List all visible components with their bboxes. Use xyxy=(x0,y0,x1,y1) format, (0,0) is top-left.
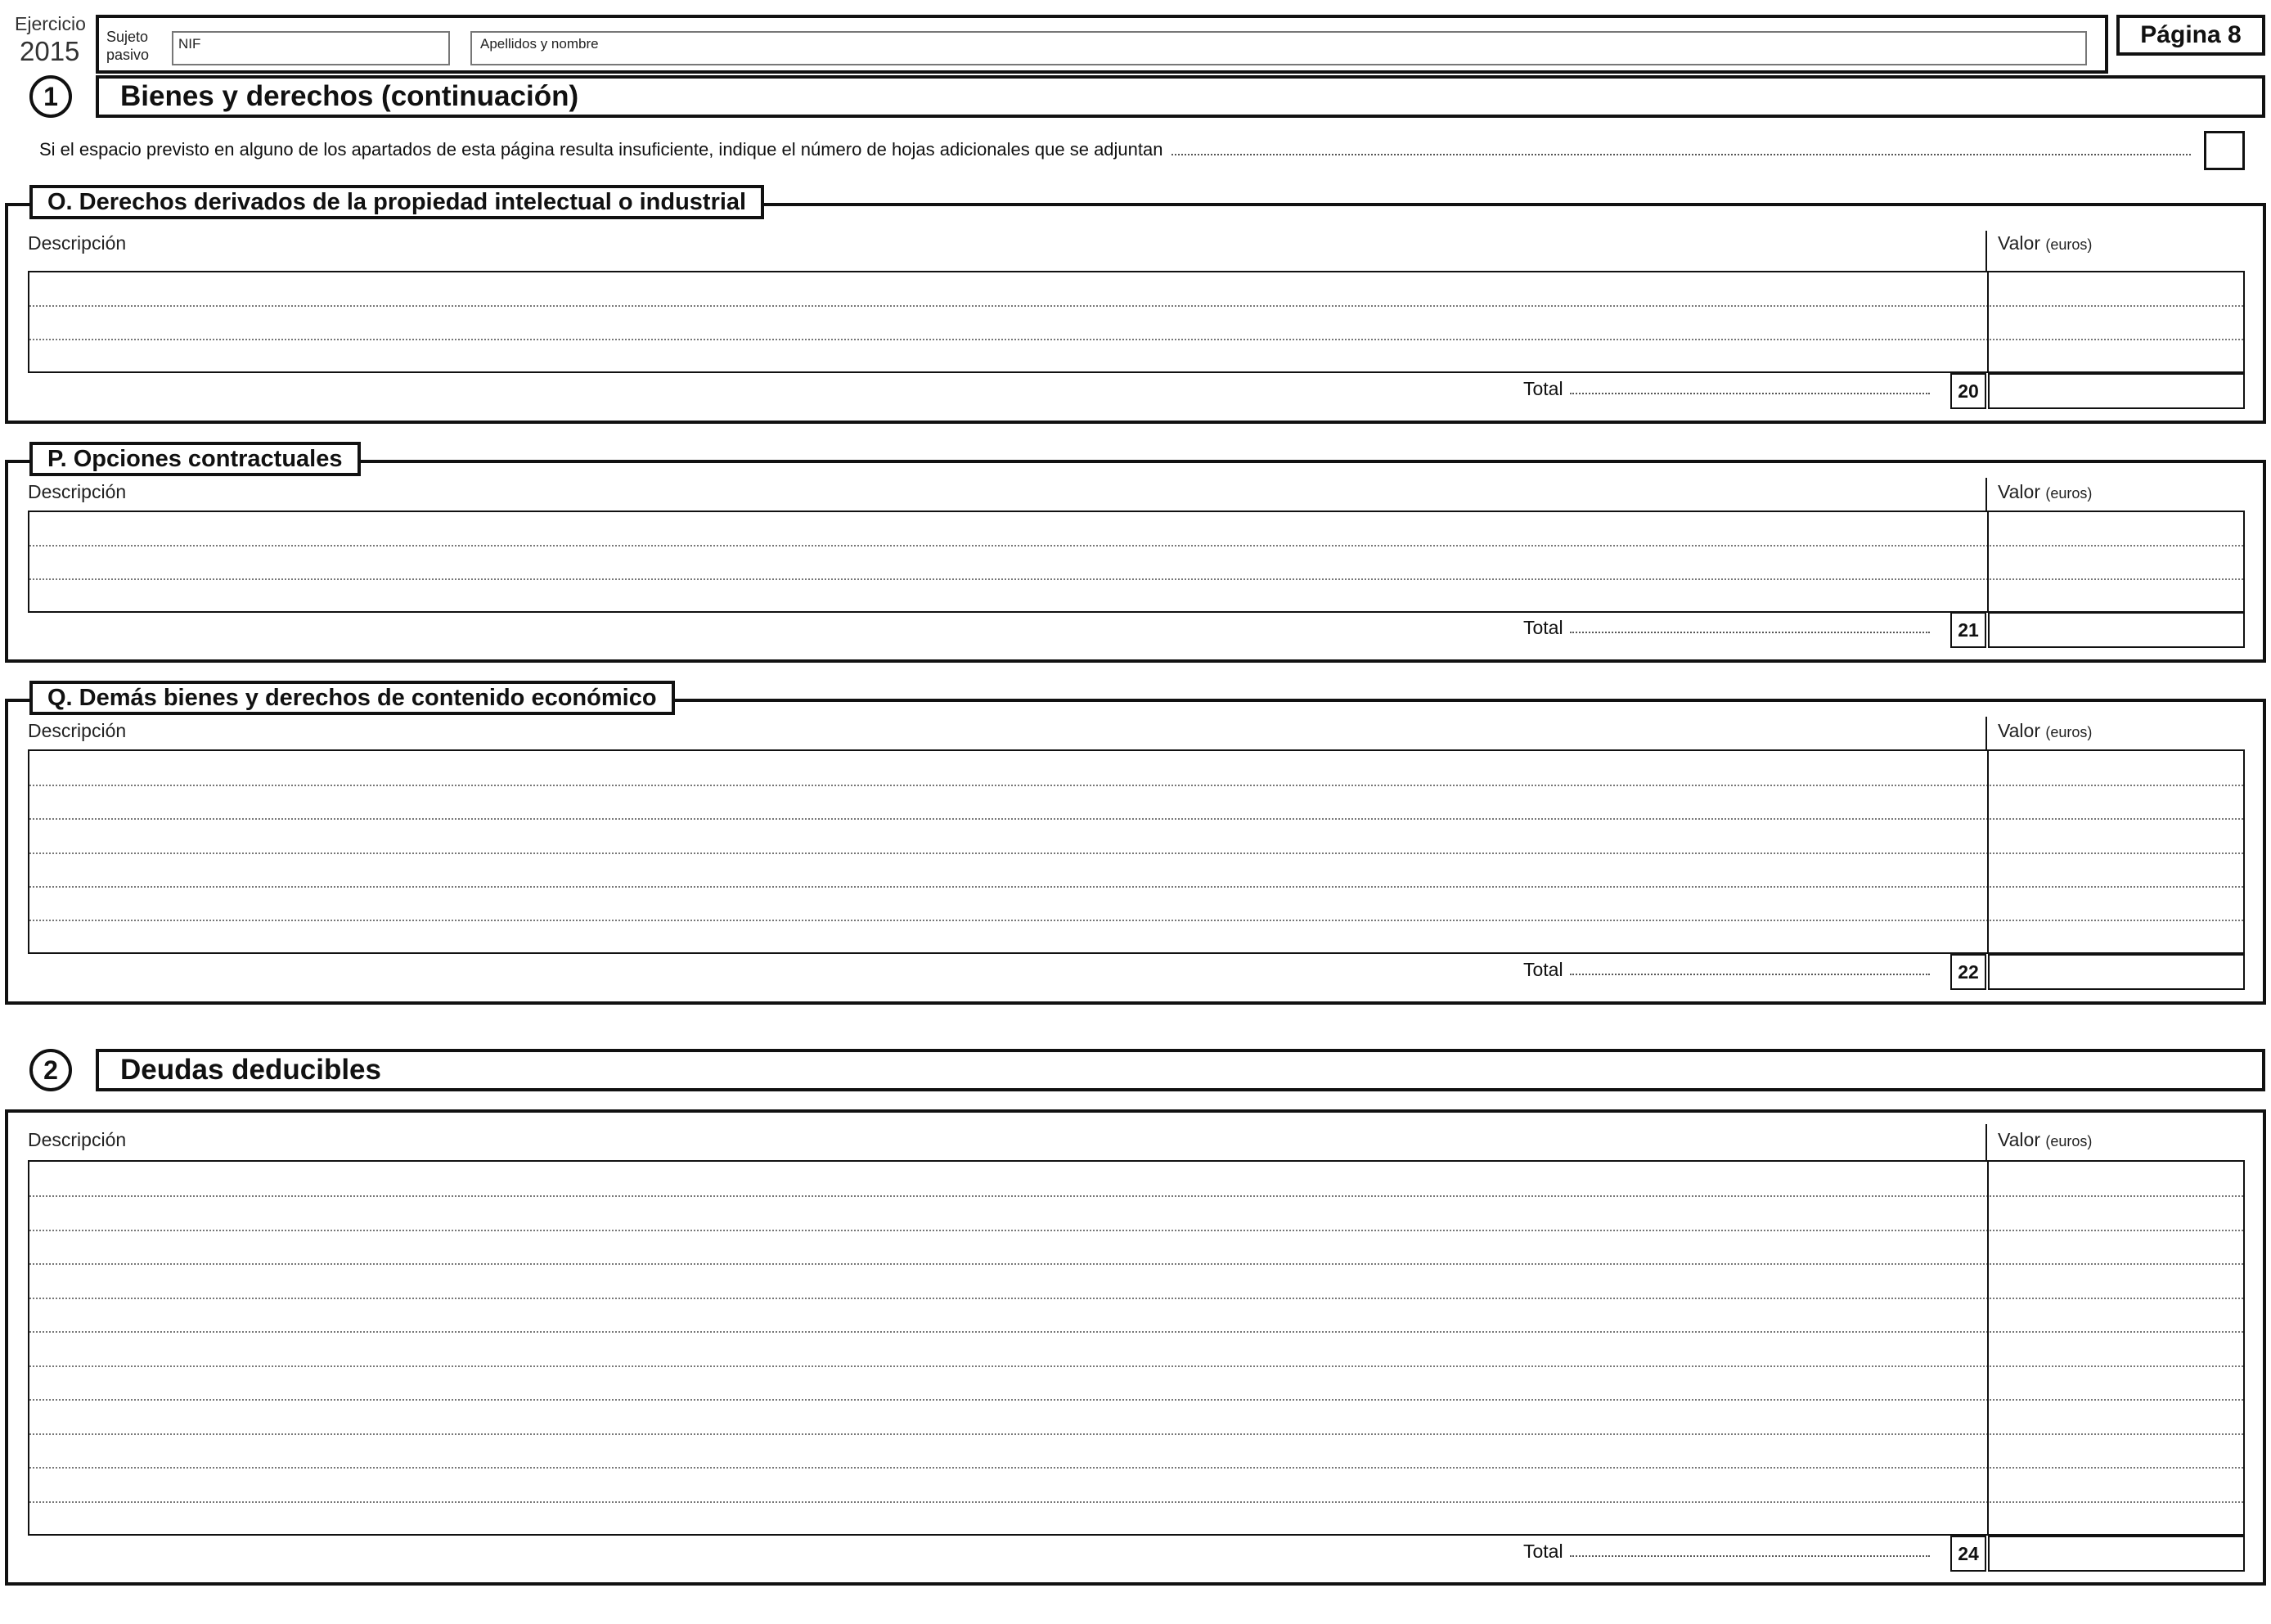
block-q-descripcion-header: Descripción xyxy=(28,720,127,741)
block-p-descripcion-header: Descripción xyxy=(28,481,127,502)
dot-leader xyxy=(1570,1547,1930,1557)
row-line xyxy=(29,1195,2243,1197)
block-p-total-code: 21 xyxy=(1950,612,1986,648)
block-o-valor-header xyxy=(1998,232,2092,254)
valor-unit: (euros) xyxy=(2045,485,2093,502)
ejercicio-year: 2015 xyxy=(20,36,80,66)
row-line xyxy=(29,1467,2243,1469)
row-line xyxy=(29,1331,2243,1333)
valor-label: Valor xyxy=(1998,232,2040,254)
row-line xyxy=(29,1399,2243,1401)
block-o-descripcion-header: Descripción xyxy=(28,232,127,254)
section-1-number: 1 xyxy=(29,75,72,118)
block-p-total-label xyxy=(1523,617,1930,639)
row-line xyxy=(29,785,2243,786)
deudas-total-value[interactable] xyxy=(1988,1536,2245,1572)
row-line xyxy=(29,1433,2243,1435)
instruction-text: Si el espacio previsto en alguno de los apartados de esta página resulta insuficiente, indique el número de hojas adicionales que se adjuntan xyxy=(39,139,1163,160)
block-q-total-value[interactable] xyxy=(1988,954,2245,990)
row-line xyxy=(29,1230,2243,1231)
row-line xyxy=(29,818,2243,820)
sujeto-pasivo-label: Sujeto pasivo xyxy=(106,29,150,63)
column-separator xyxy=(1985,1124,1987,1162)
valor-label: Valor xyxy=(1998,1129,2040,1150)
block-q-total-label xyxy=(1523,959,1930,981)
column-separator xyxy=(1987,751,1989,952)
column-separator xyxy=(1987,1162,1989,1534)
block-p-valor-header xyxy=(1998,481,2092,503)
valor-unit: (euros) xyxy=(2045,1133,2093,1149)
ejercicio-label: Ejercicio xyxy=(15,13,86,34)
block-o-total-label xyxy=(1523,378,1930,400)
column-separator xyxy=(1985,717,1987,751)
block-q-rows[interactable] xyxy=(28,749,2245,954)
nif-field[interactable]: NIF xyxy=(172,31,450,65)
valor-label: Valor xyxy=(1998,720,2040,741)
column-separator xyxy=(1987,272,1989,371)
block-p-total-value[interactable] xyxy=(1988,612,2245,648)
block-q-total-code: 22 xyxy=(1950,954,1986,990)
total-text: Total xyxy=(1523,1541,1563,1562)
dot-leader xyxy=(1570,623,1930,633)
additional-sheets-instruction xyxy=(39,139,2191,160)
row-line xyxy=(29,852,2243,854)
row-line xyxy=(29,920,2243,921)
block-q-title: Q. Demás bienes y derechos de contenido económico xyxy=(29,681,675,715)
block-p-rows[interactable] xyxy=(28,511,2245,613)
column-separator xyxy=(1987,512,1989,611)
deudas-rows[interactable] xyxy=(28,1160,2245,1536)
deudas-valor-header xyxy=(1998,1129,2092,1151)
row-line xyxy=(29,339,2243,340)
page-number: Página 8 xyxy=(2116,15,2265,56)
block-o-title: O. Derechos derivados de la propiedad intelectual o industrial xyxy=(29,185,764,219)
section-2-title: Deudas deducibles xyxy=(96,1049,2265,1091)
total-text: Total xyxy=(1523,617,1563,638)
total-text: Total xyxy=(1523,378,1563,399)
additional-sheets-input[interactable] xyxy=(2204,131,2245,170)
block-o-total-code: 20 xyxy=(1950,373,1986,409)
row-line xyxy=(29,1263,2243,1265)
apellidos-nombre-field[interactable]: Apellidos y nombre xyxy=(470,31,2087,65)
row-line xyxy=(29,1365,2243,1367)
row-line xyxy=(29,545,2243,547)
dot-leader xyxy=(1570,965,1930,975)
dot-leader xyxy=(1171,144,2192,155)
section-2-number: 2 xyxy=(29,1049,72,1091)
row-line xyxy=(29,1298,2243,1299)
block-q-valor-header xyxy=(1998,720,2092,742)
section-1-title: Bienes y derechos (continuación) xyxy=(96,75,2265,118)
valor-unit: (euros) xyxy=(2045,724,2093,740)
block-o-rows[interactable] xyxy=(28,271,2245,373)
column-separator xyxy=(1985,478,1987,512)
deudas-total-label xyxy=(1523,1541,1930,1563)
total-text: Total xyxy=(1523,959,1563,980)
deudas-total-code: 24 xyxy=(1950,1536,1986,1572)
valor-unit: (euros) xyxy=(2045,236,2093,253)
row-line xyxy=(29,1501,2243,1503)
deudas-descripcion-header: Descripción xyxy=(28,1129,127,1150)
block-p-title: P. Opciones contractuales xyxy=(29,442,361,476)
block-o-total-value[interactable] xyxy=(1988,373,2245,409)
row-line xyxy=(29,305,2243,307)
row-line xyxy=(29,886,2243,888)
column-separator xyxy=(1985,231,1987,272)
row-line xyxy=(29,578,2243,580)
valor-label: Valor xyxy=(1998,481,2040,502)
dot-leader xyxy=(1570,385,1930,394)
